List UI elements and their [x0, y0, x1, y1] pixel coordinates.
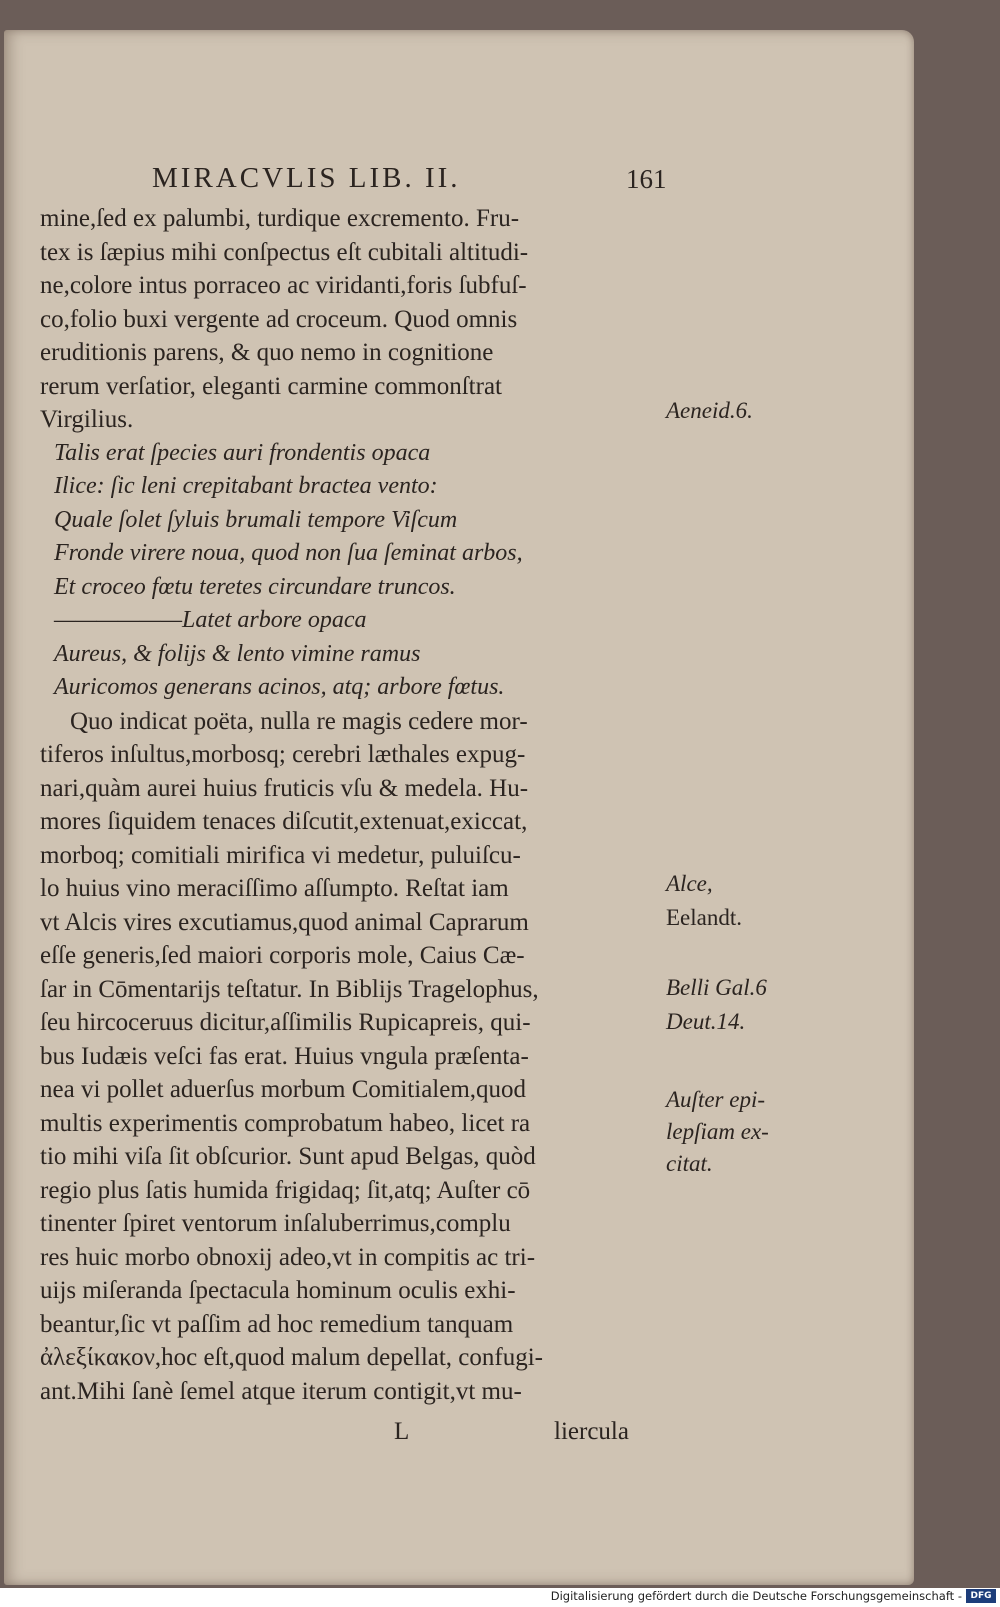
text-line: bus Iudæis veſci fas erat. Huius vngula præſenta- — [40, 1042, 529, 1070]
marginal-note-elandt: Eelandt. — [666, 905, 742, 930]
text-line: lo huius vino meraciſſimo aſſumpto. Reſtat iam — [40, 875, 509, 902]
text-line: ant.Mihi ſanè ſemel atque iterum contigit,vt mu- — [40, 1377, 522, 1405]
marginal-note-aeneid: Aeneid.6. — [666, 398, 753, 423]
text-line: mine,ſed ex palumbi, turdique excremento. Fru- — [40, 205, 520, 232]
text-line: ſeu hircoceruus dicitur,aſſimilis Rupicapreis, qui- — [40, 1009, 531, 1036]
text-line: mores ſiquidem tenaces diſcutit,extenuat,exiccat, — [40, 808, 528, 835]
text-line: ſar in Cōmentarijs teſtatur. In Biblijs Tragelophus, — [40, 975, 539, 1003]
credit-text: Digitalisierung gefördert durch die Deutsche Forschungsgemeinschaft - — [550, 1589, 962, 1603]
text-line: res huic morbo obnoxij adeo,vt in compitis ac tri- — [40, 1243, 536, 1271]
signature-mark: L — [394, 1418, 410, 1445]
text-line: eſſe generis,ſed maiori corporis mole, Caius Cæ- — [40, 942, 525, 969]
catchword: liercula — [554, 1418, 629, 1445]
marginal-note-auster-1: Auſter epi- — [666, 1087, 765, 1112]
dfg-logo-icon: DFG — [966, 1589, 996, 1603]
prose-block-2 — [40, 705, 664, 1409]
page-number: 161 — [626, 164, 667, 194]
verse-line: Aureus, & folijs & lento vimine ramus — [54, 640, 421, 667]
text-line: co,folio buxi vergente ad croceum. Quod omnis — [40, 305, 518, 333]
verse-line: Talis erat ſpecies auri frondentis opaca — [54, 439, 431, 466]
verse-line: Et croceo fœtu teretes circundare truncos. — [54, 573, 456, 600]
text-line: Quo indicat poëta, nulla re magis cedere mor- — [70, 707, 528, 735]
text-line: beantur,ſic vt paſſim ad hoc remedium tanquam — [40, 1310, 514, 1338]
text-line: morboq; comitiali mirifica vi medetur, puluiſcu- — [40, 841, 521, 869]
marginal-note-alce: Alce, — [666, 871, 713, 896]
verse-line: ——————Latet arbore opaca — [54, 607, 367, 633]
digitization-credit — [551, 1589, 996, 1603]
verse-line: Quale ſolet ſyluis brumali tempore Viſcum — [54, 506, 458, 533]
prose-block-1 — [40, 202, 664, 437]
text-line: multis experimentis comprobatum habeo, licet ra — [40, 1109, 531, 1137]
marginal-note-auster-3: citat. — [666, 1151, 713, 1176]
running-title: MIRACVLIS LIB. II. — [152, 162, 461, 194]
text-line: rerum verſatior, eleganti carmine commonſtrat — [40, 372, 502, 400]
text-line: nea vi pollet aduerſus morbum Comitialem,quod — [40, 1076, 527, 1103]
text-line: ἀλεξίκακον,hoc eſt,quod malum depellat, confugi- — [40, 1344, 544, 1371]
text-line: regio plus ſatis humida frigidaq; ſit,atq; Auſter cō — [40, 1176, 531, 1204]
marginal-note-belli-gal: Belli Gal.6 — [666, 975, 767, 1000]
verse-line: Ilice: ſic leni crepitabant bractea vento: — [54, 473, 438, 499]
verse-quotation — [40, 437, 664, 705]
text-line: eruditionis parens, & quo nemo in cognitione — [40, 339, 494, 366]
text-line: tinenter ſpiret ventorum inſaluberrimus,complu — [40, 1210, 511, 1237]
text-line: uijs miſeranda ſpectacula hominum oculis exhi- — [40, 1277, 516, 1304]
verse-line: Auricomos generans acinos, atq; arbore fœtus. — [54, 674, 505, 700]
text-line: tiferos inſultus,morbosq; cerebri læthales expug- — [40, 741, 526, 768]
text-line: vt Alcis vires excutiamus,quod animal Caprarum — [40, 908, 529, 936]
text-line: tio mihi viſa ſit obſcurior. Sunt apud Belgas, quòd — [40, 1143, 536, 1170]
text-line: nari,quàm aurei huius fruticis vſu & medela. Hu- — [40, 774, 529, 802]
marginal-note-deut: Deut.14. — [666, 1009, 746, 1034]
marginal-note-auster-2: lepſiam ex- — [666, 1119, 769, 1144]
text-line: tex is ſæpius mihi conſpectus eſt cubitali altitudi- — [40, 238, 529, 266]
main-text-block — [40, 202, 664, 1408]
verse-line: Fronde virere noua, quod non ſua ſeminat arbos, — [54, 540, 523, 566]
book-page — [4, 30, 914, 1585]
text-line: Virgilius. — [40, 406, 134, 433]
text-line: ne,colore intus porraceo ac viridanti,foris ſubfuſ- — [40, 272, 527, 299]
